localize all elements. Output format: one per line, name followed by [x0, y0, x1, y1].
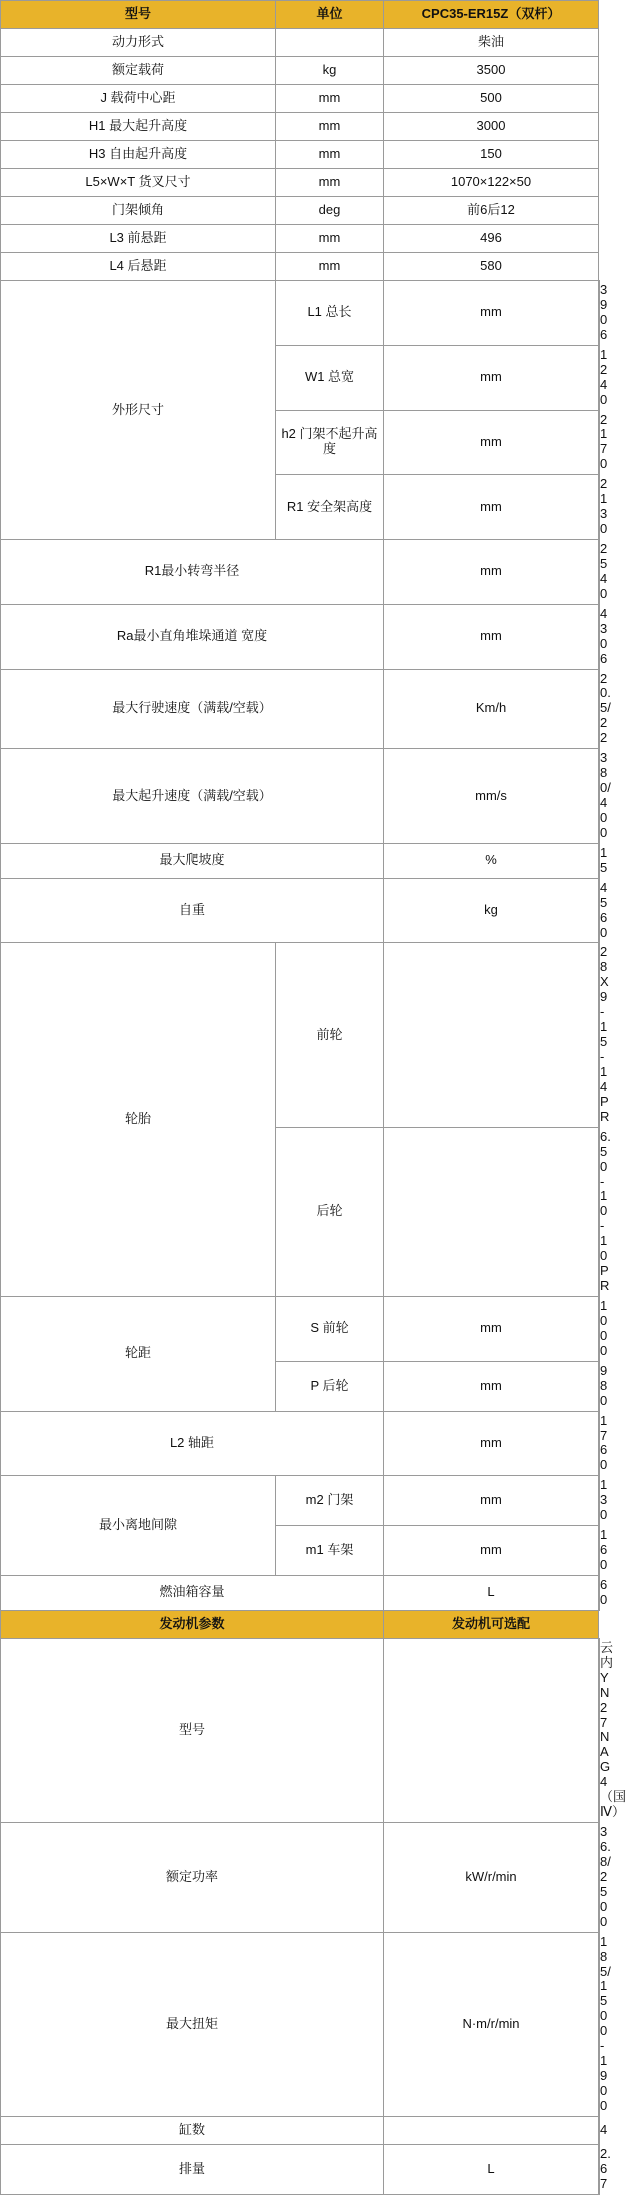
- engine-section-header: [1, 1610, 600, 1638]
- row-value: 580: [384, 253, 599, 281]
- row-label: 门架倾角: [1, 197, 276, 225]
- row-label: 前轮: [276, 943, 384, 1127]
- row-value: 380/400: [599, 749, 600, 844]
- row-value: 20.5/22: [599, 669, 600, 749]
- row-value: 6.50-10-10PR: [599, 1127, 600, 1296]
- row-value: 130: [599, 1476, 600, 1526]
- table-row: [1, 843, 600, 878]
- row-unit: mm: [384, 281, 599, 346]
- row-label: R1最小转弯半径: [1, 540, 384, 605]
- row-value: 1000: [599, 1297, 600, 1362]
- table-row: [1, 1638, 600, 1822]
- row-unit: [384, 1127, 599, 1296]
- table-row: [1, 1932, 600, 2116]
- table-row: [1, 141, 600, 169]
- row-value: 1240: [599, 345, 600, 410]
- row-unit: [276, 29, 384, 57]
- row-value: 3000: [384, 113, 599, 141]
- row-label: 自重: [1, 878, 384, 943]
- row-value: 980: [599, 1361, 600, 1411]
- row-label: 后轮: [276, 1127, 384, 1296]
- row-unit: mm: [384, 1411, 599, 1476]
- row-unit: kW/r/min: [384, 1823, 599, 1933]
- row-label: 最大起升速度（满载/空载）: [1, 749, 384, 844]
- row-value: 4306: [599, 604, 600, 669]
- row-unit: mm: [384, 410, 599, 475]
- row-value: 3906: [599, 281, 600, 346]
- table-row: [1, 1411, 600, 1476]
- row-unit: L: [384, 2144, 599, 2194]
- row-label: W1 总宽: [276, 345, 384, 410]
- group-label-tire: 轮胎: [1, 943, 276, 1297]
- table-row: [1, 669, 600, 749]
- row-unit: [384, 2116, 599, 2144]
- row-unit: mm: [276, 141, 384, 169]
- row-value: 2540: [599, 540, 600, 605]
- row-label: J 载荷中心距: [1, 85, 276, 113]
- row-label: m2 门架: [276, 1476, 384, 1526]
- row-label: 额定功率: [1, 1823, 384, 1933]
- group-label-clearance: 最小离地间隙: [1, 1476, 276, 1576]
- row-value: 1070×122×50: [384, 169, 599, 197]
- row-label: 额定载荷: [1, 57, 276, 85]
- row-value: 185/1500-1900: [599, 1932, 600, 2116]
- header-model-label: 型号: [1, 1, 276, 29]
- row-value: 前6后12: [384, 197, 599, 225]
- row-unit: mm/s: [384, 749, 599, 844]
- row-value: 3500: [384, 57, 599, 85]
- row-unit: deg: [276, 197, 384, 225]
- row-unit: mm: [276, 85, 384, 113]
- row-value: 1760: [599, 1411, 600, 1476]
- row-unit: mm: [384, 345, 599, 410]
- row-value: 2170: [599, 410, 600, 475]
- table-row-track: [1, 1297, 600, 1362]
- table-row-clearance: [1, 1476, 600, 1526]
- row-value: 云内YN27NAG4（国Ⅳ）: [599, 1638, 600, 1822]
- row-unit: kg: [276, 57, 384, 85]
- table-row: [1, 29, 600, 57]
- row-unit: mm: [384, 1297, 599, 1362]
- row-value: 15: [599, 843, 600, 878]
- table-row-tire: [1, 943, 600, 1127]
- table-row: [1, 749, 600, 844]
- table-row: [1, 540, 600, 605]
- row-value: 150: [384, 141, 599, 169]
- row-label: 型号: [1, 1638, 384, 1822]
- row-unit: mm: [384, 540, 599, 605]
- row-value: 496: [384, 225, 599, 253]
- row-unit: mm: [384, 1361, 599, 1411]
- row-label: 最大行驶速度（满载/空载）: [1, 669, 384, 749]
- row-value: 60: [599, 1575, 600, 1610]
- row-label: H3 自由起升高度: [1, 141, 276, 169]
- row-label: R1 安全架高度: [276, 475, 384, 540]
- row-value: 36.8/2500: [599, 1823, 600, 1933]
- table-row: [1, 1823, 600, 1933]
- row-label: 最大扭矩: [1, 1932, 384, 2116]
- table-row: [1, 878, 600, 943]
- row-unit: mm: [384, 604, 599, 669]
- row-label: L3 前悬距: [1, 225, 276, 253]
- table-row: [1, 197, 600, 225]
- row-unit: mm: [384, 1526, 599, 1576]
- table-row: [1, 169, 600, 197]
- row-value: 4560: [599, 878, 600, 943]
- row-value: 2.67: [599, 2144, 600, 2194]
- table-header-row: [1, 1, 600, 29]
- row-label: S 前轮: [276, 1297, 384, 1362]
- row-unit: mm: [276, 169, 384, 197]
- row-unit: N·m/r/min: [384, 1932, 599, 2116]
- row-unit: Km/h: [384, 669, 599, 749]
- table-row: [1, 85, 600, 113]
- row-label: 动力形式: [1, 29, 276, 57]
- row-unit: [384, 943, 599, 1127]
- row-label: L1 总长: [276, 281, 384, 346]
- row-label: L5×W×T 货叉尺寸: [1, 169, 276, 197]
- table-row: [1, 253, 600, 281]
- group-label-track: 轮距: [1, 1297, 276, 1412]
- row-value: 4: [599, 2116, 600, 2144]
- row-unit: mm: [384, 1476, 599, 1526]
- header-unit-label: 单位: [276, 1, 384, 29]
- table-row: [1, 1575, 600, 1610]
- table-row: [1, 225, 600, 253]
- row-label: L2 轴距: [1, 1411, 384, 1476]
- row-unit: %: [384, 843, 599, 878]
- row-value: 500: [384, 85, 599, 113]
- row-unit: kg: [384, 878, 599, 943]
- row-label: Ra最小直角堆垛通道 宽度: [1, 604, 384, 669]
- row-label: 缸数: [1, 2116, 384, 2144]
- engine-section-label: 发动机参数: [1, 1610, 384, 1638]
- row-unit: mm: [384, 475, 599, 540]
- table-row: [1, 2144, 600, 2194]
- row-label: P 后轮: [276, 1361, 384, 1411]
- row-value: 28X9-15-14PR: [599, 943, 600, 1127]
- row-value: 柴油: [384, 29, 599, 57]
- row-label: m1 车架: [276, 1526, 384, 1576]
- row-value: 2130: [599, 475, 600, 540]
- row-label: H1 最大起升高度: [1, 113, 276, 141]
- row-unit: L: [384, 1575, 599, 1610]
- table-row: [1, 113, 600, 141]
- header-model-value: CPC35-ER15Z（双杆）: [384, 1, 599, 29]
- row-unit: mm: [276, 253, 384, 281]
- group-label-dimensions: 外形尺寸: [1, 281, 276, 540]
- row-unit: mm: [276, 225, 384, 253]
- row-unit: mm: [276, 113, 384, 141]
- table-row: [1, 604, 600, 669]
- row-label: h2 门架不起升高度: [276, 410, 384, 475]
- row-label: 燃油箱容量: [1, 1575, 384, 1610]
- table-row: [1, 2116, 600, 2144]
- row-label: L4 后悬距: [1, 253, 276, 281]
- row-label: 最大爬坡度: [1, 843, 384, 878]
- row-value: 160: [599, 1526, 600, 1576]
- table-row-dimensions: [1, 281, 600, 346]
- table-row: [1, 57, 600, 85]
- engine-section-value: 发动机可选配: [384, 1610, 599, 1638]
- row-unit: [384, 1638, 599, 1822]
- row-label: 排量: [1, 2144, 384, 2194]
